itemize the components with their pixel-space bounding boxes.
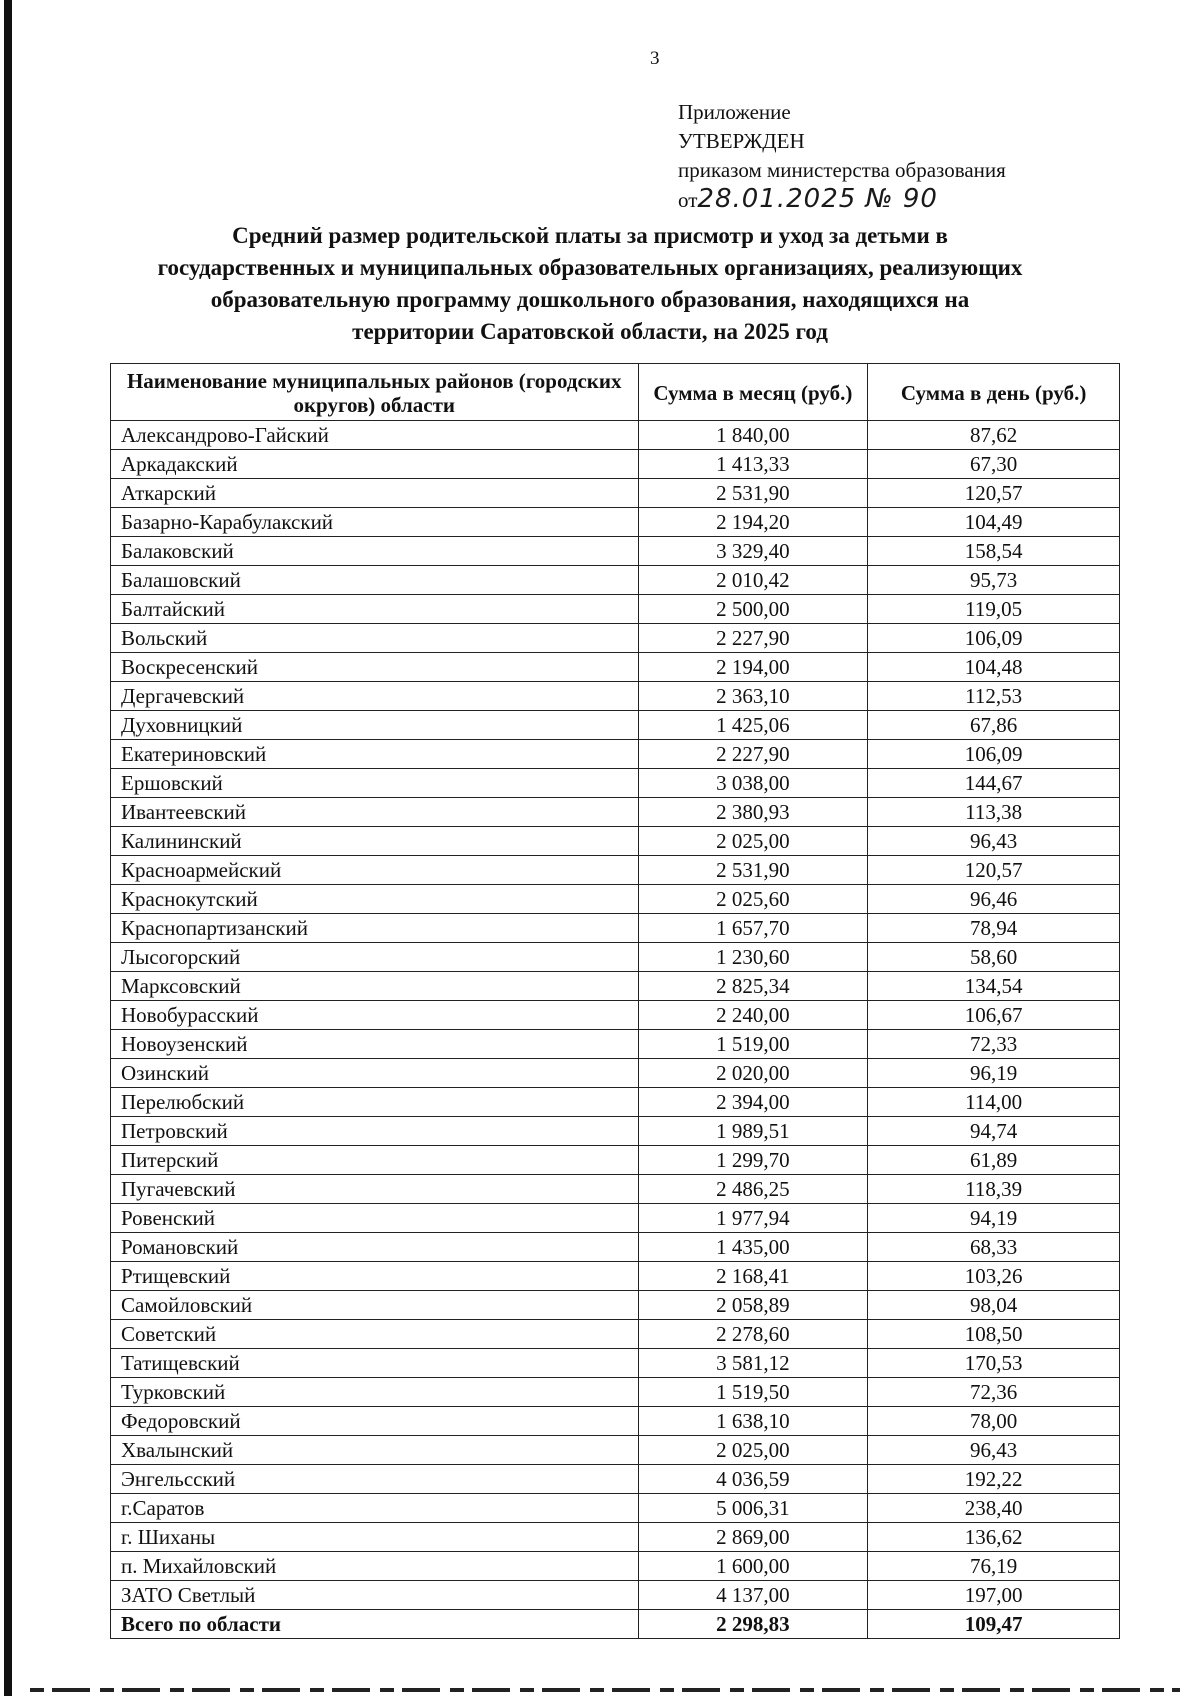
table-row (111, 740, 1120, 769)
scan-bottom-artifact (30, 1688, 1180, 1692)
district-name: Питерский (111, 1146, 639, 1175)
district-name: Ершовский (111, 769, 639, 798)
table-row (111, 1030, 1120, 1059)
district-name: Краснопартизанский (111, 914, 639, 943)
table-row (111, 566, 1120, 595)
daily-amount: 58,60 (868, 943, 1120, 972)
table-row (111, 943, 1120, 972)
daily-amount: 98,04 (868, 1291, 1120, 1320)
total-label: Всего по области (111, 1610, 639, 1639)
table-row (111, 1291, 1120, 1320)
daily-amount: 94,19 (868, 1204, 1120, 1233)
daily-amount: 158,54 (868, 537, 1120, 566)
monthly-amount: 2 227,90 (638, 624, 868, 653)
table-body (111, 421, 1120, 1610)
district-name: ЗАТО Светлый (111, 1581, 639, 1610)
district-name: Александрово-Гайский (111, 421, 639, 450)
table-row (111, 1581, 1120, 1610)
table-row (111, 1262, 1120, 1291)
daily-amount: 144,67 (868, 769, 1120, 798)
daily-amount: 72,33 (868, 1030, 1120, 1059)
daily-amount: 106,67 (868, 1001, 1120, 1030)
monthly-amount: 4 036,59 (638, 1465, 868, 1494)
monthly-amount: 1 519,00 (638, 1030, 868, 1059)
table-row (111, 1117, 1120, 1146)
table-row (111, 1378, 1120, 1407)
table-row (111, 1494, 1120, 1523)
monthly-amount: 1 230,60 (638, 943, 868, 972)
monthly-amount: 2 531,90 (638, 479, 868, 508)
approval-block (678, 98, 1006, 215)
daily-amount: 67,30 (868, 450, 1120, 479)
monthly-amount: 2 020,00 (638, 1059, 868, 1088)
monthly-amount: 2 025,60 (638, 885, 868, 914)
district-name: Калининский (111, 827, 639, 856)
table-row (111, 1001, 1120, 1030)
daily-amount: 76,19 (868, 1552, 1120, 1581)
daily-amount: 67,86 (868, 711, 1120, 740)
daily-amount: 87,62 (868, 421, 1120, 450)
monthly-amount: 1 840,00 (638, 421, 868, 450)
table-row (111, 885, 1120, 914)
daily-amount: 104,49 (868, 508, 1120, 537)
total-daily: 109,47 (868, 1610, 1120, 1639)
approval-order-prefix: от (678, 188, 698, 212)
table-row (111, 856, 1120, 885)
district-name: Советский (111, 1320, 639, 1349)
daily-amount: 170,53 (868, 1349, 1120, 1378)
table-row (111, 682, 1120, 711)
district-name: Марксовский (111, 972, 639, 1001)
table-row (111, 421, 1120, 450)
daily-amount: 120,57 (868, 479, 1120, 508)
monthly-amount: 1 638,10 (638, 1407, 868, 1436)
table-row (111, 1320, 1120, 1349)
approval-order-label: приказом министерства образования (678, 158, 1006, 182)
table-row (111, 537, 1120, 566)
monthly-amount: 1 299,70 (638, 1146, 868, 1175)
daily-amount: 61,89 (868, 1146, 1120, 1175)
daily-amount: 103,26 (868, 1262, 1120, 1291)
monthly-amount: 5 006,31 (638, 1494, 868, 1523)
table-row (111, 711, 1120, 740)
daily-amount: 197,00 (868, 1581, 1120, 1610)
approval-appendix-label: Приложение (678, 100, 791, 124)
table-row (111, 798, 1120, 827)
monthly-amount: 1 425,06 (638, 711, 868, 740)
district-name: Новоузенский (111, 1030, 639, 1059)
table-row (111, 1146, 1120, 1175)
monthly-amount: 1 657,70 (638, 914, 868, 943)
district-name: Дергачевский (111, 682, 639, 711)
district-name: Краснокутский (111, 885, 639, 914)
monthly-amount: 2 227,90 (638, 740, 868, 769)
monthly-amount: 2 168,41 (638, 1262, 868, 1291)
table-row (111, 450, 1120, 479)
table-row (111, 653, 1120, 682)
monthly-amount: 1 977,94 (638, 1204, 868, 1233)
monthly-amount: 2 380,93 (638, 798, 868, 827)
monthly-amount: 2 025,00 (638, 1436, 868, 1465)
daily-amount: 78,94 (868, 914, 1120, 943)
district-name: Новобурасский (111, 1001, 639, 1030)
table-row (111, 595, 1120, 624)
table-row (111, 624, 1120, 653)
district-name: Федоровский (111, 1407, 639, 1436)
district-name: Петровский (111, 1117, 639, 1146)
daily-amount: 120,57 (868, 856, 1120, 885)
table-row (111, 479, 1120, 508)
table-total-row (111, 1610, 1120, 1639)
monthly-amount: 3 329,40 (638, 537, 868, 566)
district-name: Воскресенский (111, 653, 639, 682)
table-row (111, 1059, 1120, 1088)
parent-fee-table (110, 363, 1120, 1639)
daily-amount: 119,05 (868, 595, 1120, 624)
monthly-amount: 3 581,12 (638, 1349, 868, 1378)
monthly-amount: 1 413,33 (638, 450, 868, 479)
daily-amount: 106,09 (868, 624, 1120, 653)
monthly-amount: 4 137,00 (638, 1581, 868, 1610)
monthly-amount: 2 394,00 (638, 1088, 868, 1117)
district-name: Татищевский (111, 1349, 639, 1378)
daily-amount: 78,00 (868, 1407, 1120, 1436)
district-name: Духовницкий (111, 711, 639, 740)
daily-amount: 94,74 (868, 1117, 1120, 1146)
district-name: Балтайский (111, 595, 639, 624)
district-name: п. Михайловский (111, 1552, 639, 1581)
page-number: 3 (650, 48, 660, 69)
district-name: Перелюбский (111, 1088, 639, 1117)
handwritten-order-date: 28.01.2025 № 90 (697, 184, 938, 214)
approval-approved-label: УТВЕРЖДЕН (678, 129, 805, 153)
table-row (111, 508, 1120, 537)
total-monthly: 2 298,83 (638, 1610, 868, 1639)
daily-amount: 108,50 (868, 1320, 1120, 1349)
district-name: Балашовский (111, 566, 639, 595)
table-row (111, 1204, 1120, 1233)
daily-amount: 72,36 (868, 1378, 1120, 1407)
table-row (111, 1407, 1120, 1436)
table-row (111, 1233, 1120, 1262)
district-name: Энгельсский (111, 1465, 639, 1494)
monthly-amount: 2 058,89 (638, 1291, 868, 1320)
daily-amount: 96,43 (868, 1436, 1120, 1465)
monthly-amount: 2 194,20 (638, 508, 868, 537)
daily-amount: 112,53 (868, 682, 1120, 711)
district-name: Аткарский (111, 479, 639, 508)
district-name: Балаковский (111, 537, 639, 566)
document-title: Средний размер родительской платы за присмотр и уход за детьми в государственных и муниципальных образовательных организациях, реализующих образовательную программу дошкольного образования, находящихся на территории Саратовской области, на 2025 год (157, 223, 1023, 344)
daily-amount: 113,38 (868, 798, 1120, 827)
table-row (111, 1349, 1120, 1378)
header-monthly: Сумма в месяц (руб.) (638, 364, 868, 421)
table-row (111, 1523, 1120, 1552)
district-name: Самойловский (111, 1291, 639, 1320)
district-name: Турковский (111, 1378, 639, 1407)
district-name: Романовский (111, 1233, 639, 1262)
daily-amount: 134,54 (868, 972, 1120, 1001)
district-name: г. Шиханы (111, 1523, 639, 1552)
daily-amount: 68,33 (868, 1233, 1120, 1262)
daily-amount: 136,62 (868, 1523, 1120, 1552)
header-daily: Сумма в день (руб.) (868, 364, 1120, 421)
monthly-amount: 1 989,51 (638, 1117, 868, 1146)
daily-amount: 96,43 (868, 827, 1120, 856)
monthly-amount: 2 500,00 (638, 595, 868, 624)
district-name: Ртищевский (111, 1262, 639, 1291)
daily-amount: 95,73 (868, 566, 1120, 595)
district-name: Вольский (111, 624, 639, 653)
daily-amount: 114,00 (868, 1088, 1120, 1117)
header-district: Наименование муниципальных районов (городских округов) области (111, 364, 639, 421)
district-name: г.Саратов (111, 1494, 639, 1523)
district-name: Ровенский (111, 1204, 639, 1233)
district-name: Хвалынский (111, 1436, 639, 1465)
monthly-amount: 3 038,00 (638, 769, 868, 798)
district-name: Красноармейский (111, 856, 639, 885)
district-name: Базарно-Карабулакский (111, 508, 639, 537)
daily-amount: 118,39 (868, 1175, 1120, 1204)
table-row (111, 769, 1120, 798)
district-name: Озинский (111, 1059, 639, 1088)
monthly-amount: 1 600,00 (638, 1552, 868, 1581)
monthly-amount: 1 519,50 (638, 1378, 868, 1407)
monthly-amount: 2 010,42 (638, 566, 868, 595)
monthly-amount: 2 363,10 (638, 682, 868, 711)
monthly-amount: 2 825,34 (638, 972, 868, 1001)
daily-amount: 106,09 (868, 740, 1120, 769)
table-header-row (111, 364, 1120, 421)
daily-amount: 96,19 (868, 1059, 1120, 1088)
table-row (111, 1175, 1120, 1204)
district-name: Пугачевский (111, 1175, 639, 1204)
daily-amount: 96,46 (868, 885, 1120, 914)
table-row (111, 914, 1120, 943)
monthly-amount: 2 240,00 (638, 1001, 868, 1030)
daily-amount: 238,40 (868, 1494, 1120, 1523)
district-name: Аркадакский (111, 450, 639, 479)
monthly-amount: 2 486,25 (638, 1175, 868, 1204)
monthly-amount: 2 531,90 (638, 856, 868, 885)
district-name: Лысогорский (111, 943, 639, 972)
district-name: Екатериновский (111, 740, 639, 769)
scan-left-border (4, 0, 12, 1696)
monthly-amount: 2 278,60 (638, 1320, 868, 1349)
daily-amount: 192,22 (868, 1465, 1120, 1494)
table-row (111, 972, 1120, 1001)
monthly-amount: 2 025,00 (638, 827, 868, 856)
approval-order-date (678, 185, 1006, 215)
table-row (111, 1465, 1120, 1494)
monthly-amount: 2 194,00 (638, 653, 868, 682)
table-row (111, 1552, 1120, 1581)
table-row (111, 1436, 1120, 1465)
daily-amount: 104,48 (868, 653, 1120, 682)
monthly-amount: 2 869,00 (638, 1523, 868, 1552)
table-row (111, 827, 1120, 856)
table-row (111, 1088, 1120, 1117)
district-name: Ивантеевский (111, 798, 639, 827)
monthly-amount: 1 435,00 (638, 1233, 868, 1262)
